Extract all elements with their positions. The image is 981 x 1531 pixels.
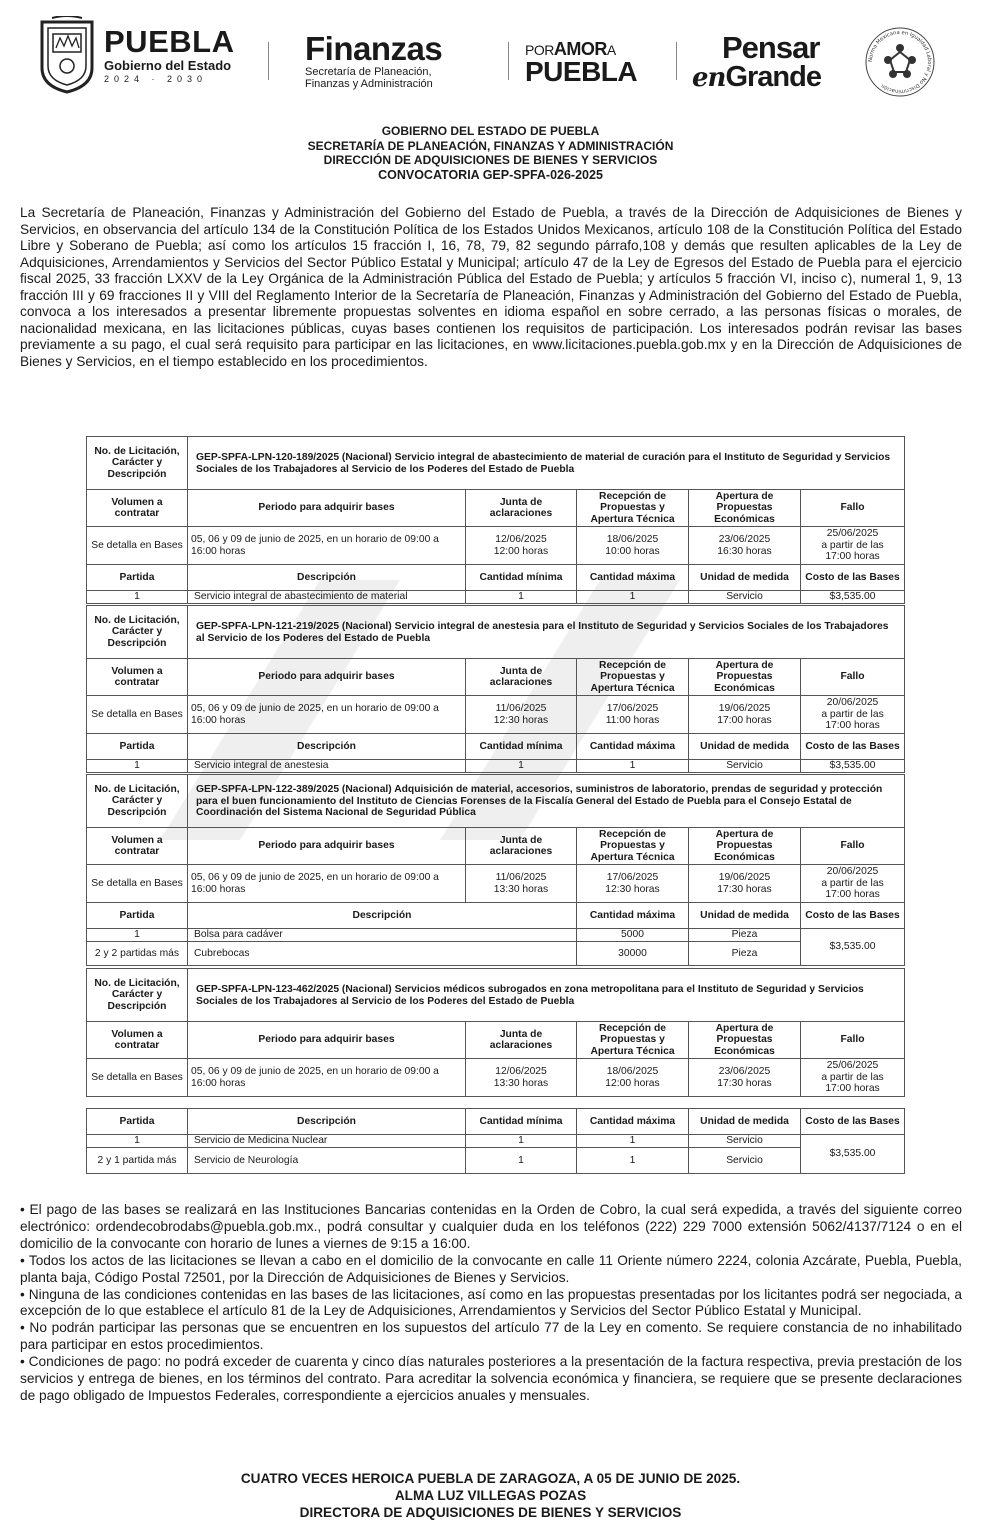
item-min: 1 [466,591,577,604]
label-fallo: Fallo [801,828,905,865]
label-junta: Junta de aclaraciones [466,828,577,865]
label-fallo: Fallo [801,659,905,696]
fallo-hora: 17:00 horas [825,889,880,901]
fallo-partir: a partir de las [821,539,884,551]
logo-divider [508,42,509,80]
fallo-fecha: 20/06/2025 [826,697,879,709]
apertura-value [689,527,801,565]
signature-position: DIRECTORA DE ADQUISICIONES DE BIENES Y SERVICIOS [299,1505,682,1520]
label-unidad: Unidad de medida [689,565,801,591]
apertura-hora: 17:30 horas [717,1077,772,1089]
item-partida: 2 y 1 partida más [87,1148,188,1174]
label-descripcion: Descripción [188,734,466,760]
document-titles [0,124,981,182]
fallo-hora: 17:00 horas [825,551,880,563]
label-unidad: Unidad de medida [689,1109,801,1135]
table-row [87,760,905,773]
periodo-value: 05, 06 y 09 de junio de 2025, en un horario de 09:00 a 16:00 horas [188,865,466,903]
item-descripcion: Cubrebocas [188,942,577,966]
item-costo: $3,535.00 [801,591,905,604]
recepcion-fecha: 18/06/2025 [606,1066,659,1077]
pensar-logo-grande: Grande [725,61,821,93]
fallo-hora: 17:00 horas [825,720,880,732]
recepcion-hora: 10:00 horas [605,545,660,557]
volumen-value: Se detalla en Bases [87,865,188,903]
licitacion-table-1 [86,436,905,604]
label-no-licitacion: No. de Licitación, Carácter y Descripción [87,437,188,490]
intro-paragraph: La Secretaría de Planeación, Finanzas y Administración del Gobierno del Estado de Puebla, a través de la Dirección de Adquisiciones de Bienes y Servicios, en observancia del artículo 134 de la Constitución Política de los Estados Unidos Mexicanos, artículo 108 de la Constitución Política del Estado Libre y Soberano de Puebla; así como los artículos 15 fracción I, 16, 78, 79, 82 segundo párrafo,108 y demás que resulten aplicables de la Ley de Adquisiciones, Arrendamientos y Servicios del Sector Público Estatal y Municipal; artículo 47 de la Ley de Egresos del Estado de Puebla para el ejercicio fiscal 2025, 33 fracción LXXV de la Ley Orgánica de la Administración Pública del Estado de Puebla; y artículos 5 fracción VI, inciso c), numeral 1, 9, 13 fracción III y 69 fracciones II y VIII del Reglamento Interior de la Secretaría de Planeación, Finanzas y Administración del Gobierno del Estado de Puebla, convoca a los interesados a presentar libremente propuestas solventes en idioma español en sobre cerrado, a las personas físicas o morales, de nacionalidad mexicana, en las licitaciones públicas, cuyas bases contienen los requisitos de participación. Los interesados podrán revisar las bases previamente a su pago, el cual será requisito para participar en las licitaciones, en www.licitaciones.puebla.gob.mx y en la Dirección de Adquisiciones de Bienes y Servicios, en el tiempo establecido en los procedimientos. [20,205,962,369]
label-periodo: Periodo para adquirir bases [188,1022,466,1059]
label-partida: Partida [87,734,188,760]
fallo-value [801,865,905,903]
fallo-value [801,527,905,565]
apertura-fecha: 23/06/2025 [718,1066,771,1077]
apertura-fecha: 19/06/2025 [718,872,771,883]
item-descripcion: Bolsa para cadáver [188,929,577,942]
title-convocatoria: CONVOCATORIA GEP-SPFA-026-2025 [378,167,603,182]
licitacion-title: GEP-SPFA-LPN-123-462/2025 (Nacional) Servicios médicos subrogados en zona metropolitana para el Instituto de Seguridad y Servicios Sociales de los Trabajadores al Servicio de los Poderes del Estado de Puebla [188,969,905,1022]
label-cant-max: Cantidad máxima [577,1109,689,1135]
label-recepcion: Recepción de Propuestas y Apertura Técnica [577,1022,689,1059]
table-row [87,1148,905,1174]
label-recepcion: Recepción de Propuestas y Apertura Técnica [577,828,689,865]
signature-place-date: CUATRO VECES HEROICA PUEBLA DE ZARAGOZA, A 05 DE JUNIO DE 2025. [240,1471,741,1486]
por-amor-a-puebla-logo [525,40,637,85]
fallo-partir: a partir de las [821,877,884,889]
pensar-logo-pensar: Pensar [722,30,820,65]
item-unidad: Servicio [689,1135,801,1148]
apertura-hora: 17:00 horas [717,714,772,726]
label-partida: Partida [87,565,188,591]
table-row [87,1135,905,1148]
puebla-logo [104,26,234,85]
junta-fecha: 11/06/2025 [495,703,547,714]
label-costo: Costo de las Bases [801,734,905,760]
recepcion-fecha: 17/06/2025 [606,703,659,714]
pensar-en-grande-logo [692,30,821,93]
item-unidad: Servicio [689,591,801,604]
fallo-partir: a partir de las [821,1071,884,1083]
note-domicilio: • Todos los actos de las licitaciones se llevan a cabo en el domicilio de la convocante en calle 11 Oriente número 2224, colonia Azcárate, Puebla, Puebla, planta baja, Código Postal 72501, por la Dirección de Adquisiciones de Bienes y Servicios. [20,1252,962,1285]
amor-logo-amor: AMOR [553,39,607,59]
title-secretaria: SECRETARÍA DE PLANEACIÓN, FINANZAS Y ADMINISTRACIÓN [307,138,674,153]
puebla-logo-years: 2024 · 2030 [104,74,208,84]
recepcion-fecha: 17/06/2025 [606,872,659,883]
puebla-logo-subtitle: Gobierno del Estado [104,58,232,73]
amor-logo-a: A [606,42,616,58]
label-partida: Partida [87,1109,188,1135]
item-partida: 1 [87,1135,188,1148]
label-volumen: Volumen a contratar [87,659,188,696]
volumen-value: Se detalla en Bases [87,527,188,565]
item-max: 1 [577,1135,689,1148]
note-participacion: • No podrán participar las personas que se encuentren en los supuestos del artículo 77 de la Ley en comento. Se requiere constancia de no inhabilitado para participar en estos procedimientos. [20,1320,962,1353]
recepcion-hora: 12:30 horas [605,883,660,895]
recepcion-fecha: 18/06/2025 [606,534,659,545]
label-costo: Costo de las Bases [801,565,905,591]
junta-value [466,696,577,734]
fallo-fecha: 25/06/2025 [826,1060,879,1072]
label-apertura: Apertura de Propuestas Económicas [689,659,801,696]
fallo-fecha: 20/06/2025 [826,866,879,878]
note-condiciones-pago: • Condiciones de pago: no podrá exceder de cuarenta y cinco días naturales posteriores a la presentación de la factura respectiva, previa prestación de los servicios y entrega de bienes, en los términos del contrato. Para acreditar la solvencia económica y financiera, se requiere que se presente declaraciones de pago obligado de Impuestos Federales, correspondiente a ejercicios anuales y mensuales. [20,1354,962,1403]
fallo-hora: 17:00 horas [825,1083,880,1095]
junta-value [466,865,577,903]
junta-hora: 13:30 horas [493,883,549,895]
item-max: 1 [577,760,689,773]
label-descripcion: Descripción [188,565,466,591]
item-partida: 1 [87,760,188,773]
periodo-value: 05, 06 y 09 de junio de 2025, en un horario de 09:00 a 16:00 horas [188,1059,466,1097]
licitacion-title: GEP-SPFA-LPN-121-219/2025 (Nacional) Servicio integral de anestesia para el Instituto de Seguridad y Servicios Sociales de los Trabajadores al Servicio de los Poderes del Estado de Puebla [188,606,905,659]
item-max: 1 [577,1148,689,1174]
label-partida: Partida [87,903,188,929]
title-direccion: DIRECCIÓN DE ADQUISICIONES DE BIENES Y SERVICIOS [323,153,658,167]
label-recepcion: Recepción de Propuestas y Apertura Técnica [577,490,689,527]
junta-hora: 12:30 horas [493,714,549,726]
label-junta: Junta de aclaraciones [466,490,577,527]
junta-fecha: 12/06/2025 [495,1066,547,1077]
item-unidad: Servicio [689,760,801,773]
item-descripcion: Servicio de Medicina Nuclear [188,1135,466,1148]
notes-section [20,1202,962,1405]
svg-text:Norma Mexicana en Igualdad Lab [868,30,932,94]
periodo-value: 05, 06 y 09 de junio de 2025, en un horario de 09:00 a 16:00 horas [188,696,466,734]
item-partida: 1 [87,929,188,942]
label-periodo: Periodo para adquirir bases [188,828,466,865]
recepcion-hora: 12:00 horas [605,1077,660,1089]
periodo-value: 05, 06 y 09 de junio de 2025, en un horario de 09:00 a 16:00 horas [188,527,466,565]
puebla-coat-of-arms-icon [38,16,96,94]
junta-value [466,527,577,565]
item-descripcion: Servicio integral de anestesia [188,760,466,773]
amor-logo-puebla: PUEBLA [525,56,638,87]
item-partida: 1 [87,591,188,604]
label-volumen: Volumen a contratar [87,828,188,865]
apertura-hora: 16:30 horas [717,545,772,557]
apertura-value [689,1059,801,1097]
label-no-licitacion: No. de Licitación, Carácter y Descripción [87,969,188,1022]
label-cant-min: Cantidad mínima [466,734,577,760]
licitacion-table-4-items [86,1108,905,1174]
label-unidad: Unidad de medida [689,734,801,760]
fallo-partir: a partir de las [821,708,884,720]
label-no-licitacion: No. de Licitación, Carácter y Descripción [87,606,188,659]
fallo-value [801,1059,905,1097]
label-cant-min: Cantidad mínima [466,1109,577,1135]
item-min: 1 [466,1148,577,1174]
apertura-value [689,865,801,903]
amor-logo-por: POR [525,42,554,58]
label-cant-min: Cantidad mínima [466,565,577,591]
label-cant-max: Cantidad máxima [577,903,689,929]
item-partida: 2 y 2 partidas más [87,942,188,966]
label-unidad: Unidad de medida [689,903,801,929]
volumen-value: Se detalla en Bases [87,696,188,734]
item-costo: $3,535.00 [801,1135,905,1174]
licitacion-table-3 [86,774,905,966]
table-row [87,591,905,604]
table-row [87,929,905,942]
item-unidad: Pieza [689,929,801,942]
apertura-value [689,696,801,734]
apertura-fecha: 19/06/2025 [718,703,771,714]
item-max: 5000 [577,929,689,942]
finanzas-logo-subtitle-1: Secretaría de Planeación, [305,66,432,78]
item-max: 1 [577,591,689,604]
label-junta: Junta de aclaraciones [466,659,577,696]
note-negociacion: • Ninguna de las condiciones contenidas en las bases de las licitaciones, así como en las propuestas presentadas por los licitantes podrá ser negociada, a excepción de lo que establece el artículo 81 de la Ley de Adquisiciones, Arrendamientos y Servicios del Sector Público Estatal y Municipal. [20,1286,962,1319]
item-descripcion: Servicio integral de abastecimiento de material [188,591,466,604]
signature-block [0,1470,981,1521]
label-junta: Junta de aclaraciones [466,1022,577,1059]
licitacion-table-2 [86,605,905,773]
item-costo: $3,535.00 [801,929,905,966]
licitacion-title: GEP-SPFA-LPN-120-189/2025 (Nacional) Servicio integral de abastecimiento de material de curación para el Instituto de Seguridad y Servicios Sociales de los Trabajadores al Servicio de los Poderes del Estado de Puebla [188,437,905,490]
junta-hora: 12:00 horas [493,545,549,557]
signature-name: ALMA LUZ VILLEGAS POZAS [394,1488,587,1503]
finanzas-logo-subtitle-2: Finanzas y Administración [305,78,433,90]
junta-fecha: 12/06/2025 [495,534,547,545]
note-pago: • El pago de las bases se realizará en las Instituciones Bancarias contenidas en la Orden de Cobro, la cual será expedida, a través del siguiente correo electrónico: ordendecobrodabs@puebla.gob.mx., podrá consultar y cualquier duda en los teléfonos (222) 229 7000 extensión 5062/4137/7124 o en el domicilio de la convocante con horario de lunes a viernes de 9:15 a 16:00. [20,1202,962,1251]
item-descripcion: Servicio de Neurología [188,1148,466,1174]
label-apertura: Apertura de Propuestas Económicas [689,490,801,527]
label-volumen: Volumen a contratar [87,490,188,527]
label-no-licitacion: No. de Licitación, Carácter y Descripción [87,775,188,828]
recepcion-value [577,865,689,903]
fallo-fecha: 25/06/2025 [826,528,879,540]
recepcion-value [577,527,689,565]
label-volumen: Volumen a contratar [87,1022,188,1059]
table-row [87,942,905,966]
puebla-logo-title: PUEBLA [104,24,235,59]
finanzas-logo-title: Finanzas [305,30,443,67]
pensar-logo-en: en [692,63,726,93]
label-periodo: Periodo para adquirir bases [188,490,466,527]
item-min: 1 [466,1135,577,1148]
label-fallo: Fallo [801,490,905,527]
label-apertura: Apertura de Propuestas Económicas [689,828,801,865]
recepcion-value [577,696,689,734]
label-costo: Costo de las Bases [801,1109,905,1135]
item-costo: $3,535.00 [801,760,905,773]
label-descripcion: Descripción [188,1109,466,1135]
seal-text: Norma Mexicana en Igualdad Laboral y No Discriminación [867,29,933,95]
label-descripcion: Descripción [188,903,577,929]
item-min: 1 [466,760,577,773]
apertura-hora: 17:30 horas [717,883,772,895]
recepcion-value [577,1059,689,1097]
item-unidad: Servicio [689,1148,801,1174]
item-max: 30000 [577,942,689,966]
item-unidad: Pieza [689,942,801,966]
junta-value [466,1059,577,1097]
volumen-value: Se detalla en Bases [87,1059,188,1097]
logo-divider [676,42,677,80]
label-recepcion: Recepción de Propuestas y Apertura Técnica [577,659,689,696]
label-periodo: Periodo para adquirir bases [188,659,466,696]
label-fallo: Fallo [801,1022,905,1059]
recepcion-hora: 11:00 horas [605,714,660,726]
header-logos [0,0,981,110]
igualdad-laboral-seal-icon [864,26,936,98]
title-gobierno: GOBIERNO DEL ESTADO DE PUEBLA [381,124,600,138]
finanzas-logo [305,32,442,90]
apertura-fecha: 23/06/2025 [718,534,771,545]
label-cant-max: Cantidad máxima [577,565,689,591]
label-costo: Costo de las Bases [801,903,905,929]
junta-fecha: 11/06/2025 [495,872,547,883]
junta-hora: 13:30 horas [493,1077,549,1089]
fallo-value [801,696,905,734]
licitacion-table-4 [86,968,905,1097]
label-apertura: Apertura de Propuestas Económicas [689,1022,801,1059]
label-cant-max: Cantidad máxima [577,734,689,760]
logo-divider [268,42,269,80]
licitacion-title: GEP-SPFA-LPN-122-389/2025 (Nacional) Adquisición de material, accesorios, suministros de laboratorio, prendas de seguridad y protección para el buen funcionamiento del Instituto de Ciencias Forenses de la Fiscalía General del Estado de Puebla para el Consejo Estatal de Coordinación del Sistema Nacional de Seguridad Pública [188,775,905,828]
